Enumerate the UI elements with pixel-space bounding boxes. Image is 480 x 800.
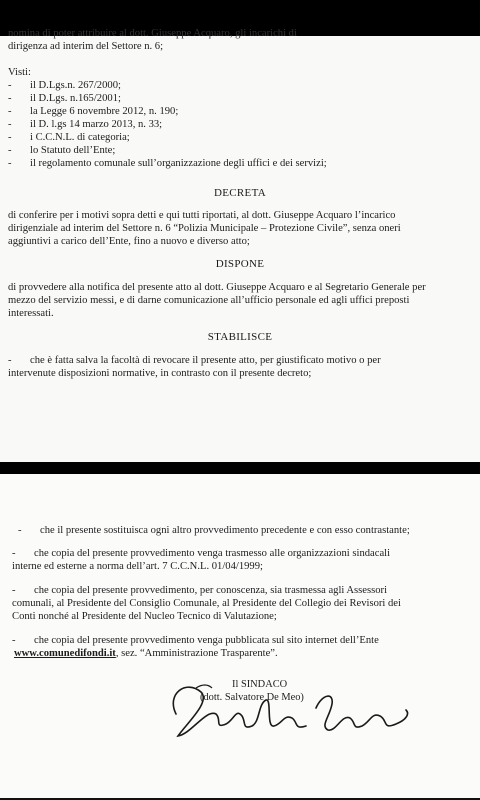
stabilisce-heading: STABILISCE — [207, 331, 273, 343]
decreta-heading: DECRETA — [214, 187, 266, 199]
stabilisce-item: - che il presente sostituisca ogni altro provvedimento precedente e con esso contrastante; — [18, 525, 410, 536]
visti-item: - il regolamento comunale sull’organizzazione degli uffici e dei servizi; — [8, 158, 327, 169]
dispone-line: interessati. — [8, 308, 54, 319]
visti-item: - i C.C.N.L. di categoria; — [8, 132, 130, 143]
dispone-heading: DISPONE — [215, 258, 265, 270]
visti-title: Visti: — [8, 67, 31, 78]
visti-item: - il D.Lgs. n.165/2001; — [8, 93, 121, 104]
website-line: www.comunedifondi.it, sez. “Amministrazione Trasparente”. — [14, 648, 278, 659]
dispone-line: mezzo del servizio messi, e di darne comunicazione all’ufficio personale ed agli uffici preposti — [8, 295, 410, 306]
decreta-line: dirigenziale ad interim del Settore n. 6 “Polizia Municipale – Protezione Civile”, senza oneri — [8, 223, 401, 234]
stabilisce-item-cont: comunali, al Presidente del Consiglio Comunale, al Presidente del Collegio dei Revisori dei — [12, 598, 401, 609]
stabilisce-item: - che copia del presente provvedimento venga trasmesso alle organizzazioni sindacali — [12, 548, 391, 559]
visti-item: - la Legge 6 novembre 2012, n. 190; — [8, 106, 179, 117]
stabilisce-item: - che copia del presente provvedimento venga pubblicata sul sito internet dell’Ente — [12, 635, 379, 646]
decreta-line: aggiuntivi a carico dell’Ente, fino a nuovo e diverso atto; — [8, 236, 250, 247]
page-separator-bar — [0, 462, 480, 474]
visti-item: - il D. l.gs 14 marzo 2013, n. 33; — [8, 119, 163, 130]
text-line: dirigenza ad interim del Settore n. 6; — [8, 41, 164, 52]
visti-item: - il D.Lgs.n. 267/2000; — [8, 80, 121, 91]
dispone-line: di provvedere alla notifica del presente atto al dott. Giuseppe Acquaro e al Segretario Generale per — [8, 282, 426, 293]
decreta-line: di conferire per i motivi sopra detti e qui tutti riportati, al dott. Giuseppe Acquaro l’incarico — [8, 210, 396, 221]
visti-item: - lo Statuto dell’Ente; — [8, 145, 116, 156]
document-page-1 — [0, 28, 480, 462]
stabilisce-item-cont: Conti nonché al Presidente del Nucleo Tecnico di Valutazione; — [12, 611, 277, 622]
handwritten-signature — [156, 674, 416, 749]
cut-off-line: nomina di poter attribuire al dott. Giuseppe Acquaro, gli incarichi di — [8, 28, 297, 39]
website-link[interactable]: www.comunedifondi.it — [14, 648, 116, 659]
stabilisce-line: intervenute disposizioni normative, in contrasto con il presente decreto; — [8, 368, 312, 379]
stabilisce-line: - che è fatta salva la facoltà di revocare il presente atto, per giustificato motivo o per — [8, 355, 381, 366]
stabilisce-item-cont: interne ed esterne a norma dell’art. 7 C.C.N.L. 01/04/1999; — [12, 561, 263, 572]
stabilisce-item: - che copia del presente provvedimento, per conoscenza, sia trasmessa agli Assessori — [12, 585, 388, 596]
sindaco-title: Il SINDACO — [232, 679, 288, 690]
document-page-2 — [0, 474, 480, 798]
sindaco-name: (dott. Salvatore De Meo) — [200, 692, 304, 703]
